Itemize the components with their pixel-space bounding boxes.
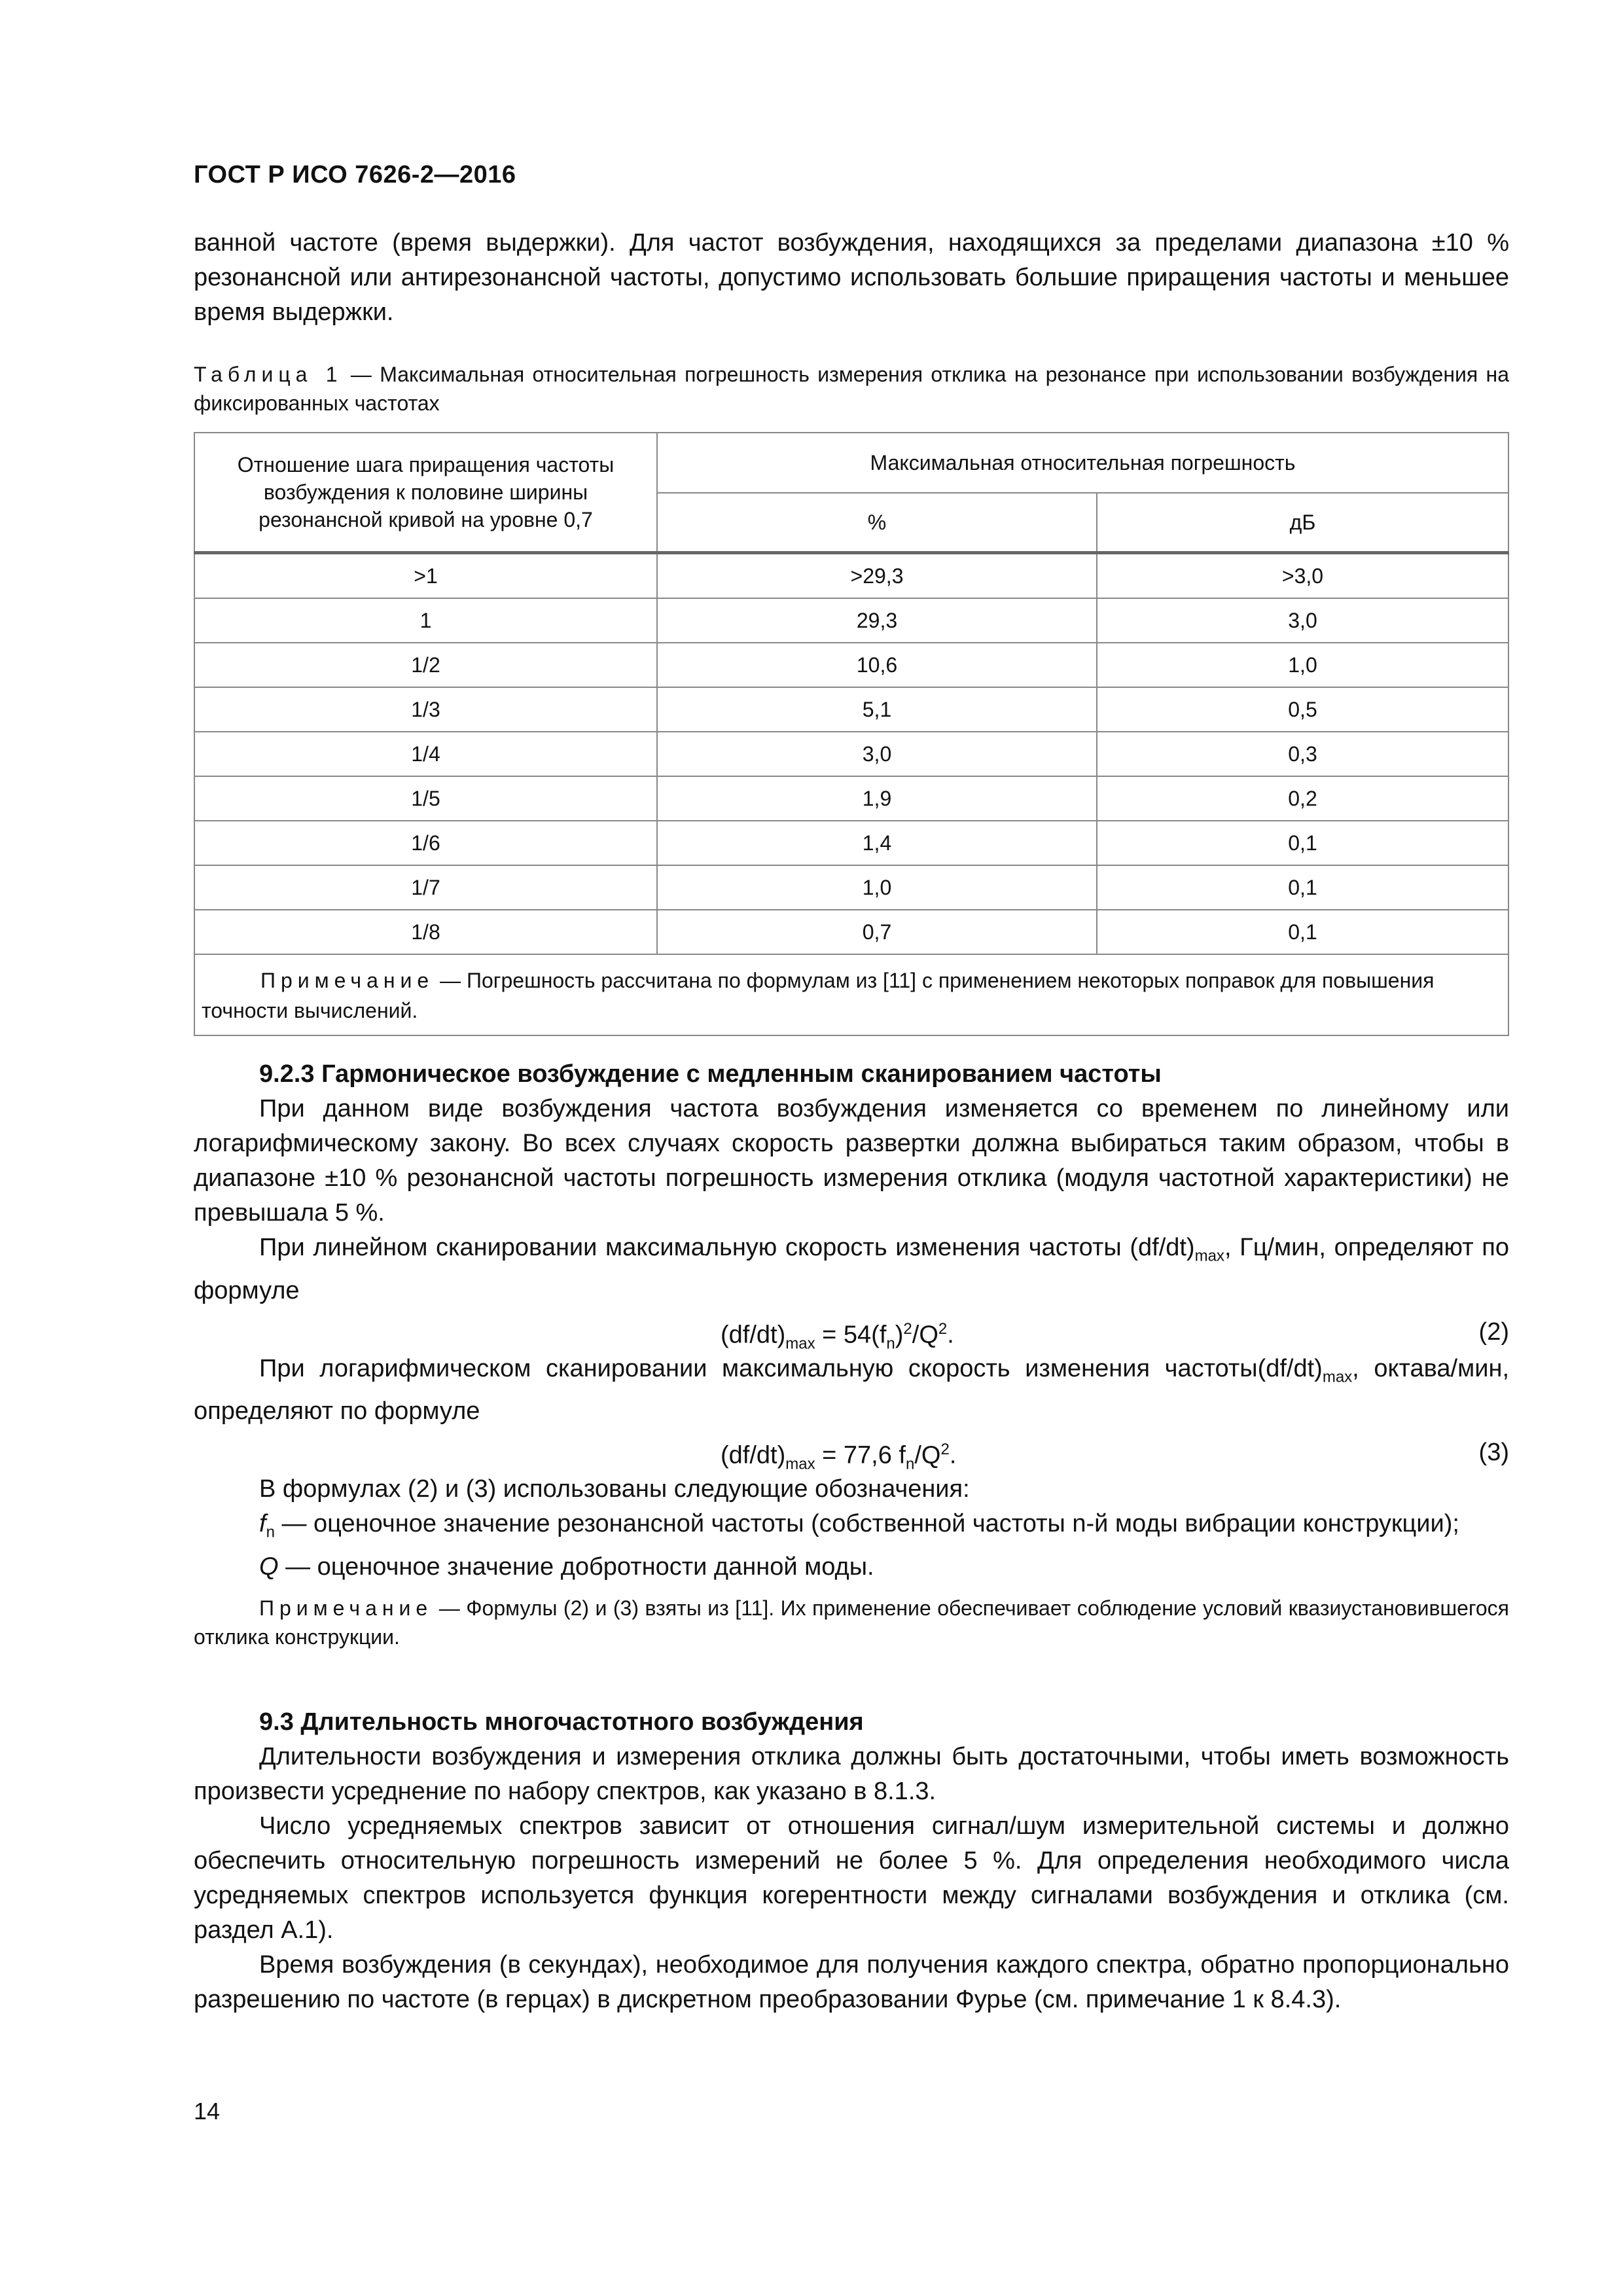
table-cell: 1,9: [657, 776, 1097, 821]
table-col2-header: %: [657, 493, 1097, 553]
table-cell: 1/6: [194, 821, 657, 865]
text: При логарифмическом сканировании максимальную скорость изменения частоты(df/dt): [259, 1354, 1323, 1382]
table-row: [194, 865, 1508, 910]
text: ): [895, 1321, 904, 1349]
table-row: [194, 643, 1508, 687]
formula-3-expression: [721, 1432, 956, 1481]
table-row: [194, 776, 1508, 821]
paragraph: Длительности возбуждения и измерения отклика должны быть достаточными, чтобы иметь возможность произвести усреднение по набору спектров, как указано в 8.1.3.: [194, 1743, 1509, 1805]
subscript: max: [785, 1455, 815, 1473]
table-cell: 3,0: [657, 732, 1097, 776]
paragraph: При данном виде возбуждения частота возбуждения изменяется со временем по линейному или логарифмическому закону. Во всех случаях скорость развертки должна выбираться таким образом, чтобы в диапазоне ±10 % резонансной частоты погрешность измерения отклика (модуля частотной характеристики) не превышала 5 %.: [194, 1095, 1509, 1227]
table-cell: 1: [194, 598, 657, 643]
table-cell: 10,6: [657, 643, 1097, 687]
table-row: [194, 821, 1508, 865]
table-row: [194, 732, 1508, 776]
symbol: Q: [259, 1552, 279, 1581]
note-text: — Формулы (2) и (3) взяты из [11]. Их применение обеспечивает соблюдение условий квазиустановившегося отклика конструкции.: [194, 1596, 1509, 1649]
subscript: n: [266, 1523, 275, 1541]
text: (df/dt): [721, 1321, 786, 1349]
table-note-label: Примечание: [260, 969, 435, 992]
text: — оценочное значение резонансной частоты (собственной частоты n-й моды вибрации конструкции);: [274, 1510, 1459, 1538]
table-caption-text: — Максимальная относительная погрешность измерения отклика на резонансе при использовании возбуждения на фиксированных частотах: [194, 363, 1510, 415]
table-note-text: — Погрешность рассчитана по формулам из [11] с применением некоторых поправок для повышения точности вычислений.: [202, 969, 1435, 1022]
table-body: [194, 553, 1508, 955]
superscript: 2: [938, 1319, 948, 1338]
table-note: [194, 954, 1508, 1035]
intro-paragraph: ванной частоте (время выдержки). Для частот возбуждения, находящихся за пределами диапазона ±10 % резонансной или антирезонансной частоты, допустимо использовать большие приращения частоты и меньшее время выдержки.: [194, 229, 1509, 326]
text: = 77,6 f: [815, 1441, 906, 1469]
table-cell: 1/7: [194, 865, 657, 910]
table-cell: 0,1: [1097, 821, 1508, 865]
table-cell: 0,2: [1097, 776, 1508, 821]
formula-3-number: (3): [1478, 1439, 1509, 1467]
subscript: max: [785, 1334, 815, 1352]
section-9-3: [194, 1705, 1509, 2017]
text: /Q: [914, 1441, 941, 1469]
table-col1-header: Отношение шага приращения частоты возбуждения к половине ширины резонансной кривой на уровне 0,7: [194, 433, 657, 553]
text: При линейном сканировании максимальную скорость изменения частоты (df/dt): [259, 1234, 1195, 1261]
table-cell: 29,3: [657, 598, 1097, 643]
table-caption: [194, 360, 1509, 418]
table-cell: 1/2: [194, 643, 657, 687]
section-9-2-3: [194, 1057, 1509, 1659]
subscript: n: [905, 1455, 915, 1473]
paragraph: Время возбуждения (в секундах), необходимое для получения каждого спектра, обратно пропорционально разрешению по частоте (в герцах) в дискретном преобразовании Фурье (см. примечание 1 к 8.4.3).: [194, 1951, 1509, 2013]
table-cell: 1/8: [194, 910, 657, 954]
table-cell: 0,7: [657, 910, 1097, 954]
table-row: [194, 598, 1508, 643]
table-row: [194, 553, 1508, 599]
text: .: [947, 1321, 954, 1349]
document-header: ГОСТ Р ИСО 7626-2—2016: [194, 161, 516, 188]
note-label: Примечание: [259, 1596, 433, 1620]
table-cell: 0,1: [1097, 910, 1508, 954]
table-caption-label: Таблица 1: [194, 363, 343, 386]
table-cell: 1,0: [657, 865, 1097, 910]
definition-q: [194, 1550, 1509, 1585]
table-cell: 3,0: [1097, 598, 1508, 643]
superscript: 2: [903, 1319, 912, 1338]
table-cell: 5,1: [657, 687, 1097, 732]
table-cell: 1,0: [1097, 643, 1508, 687]
text: , Гц/мин, определяют по формуле: [194, 1234, 1509, 1304]
table-cell: 0,3: [1097, 732, 1508, 776]
table-cell: 0,1: [1097, 865, 1508, 910]
definition-fn: [194, 1507, 1509, 1550]
subscript: n: [886, 1334, 895, 1352]
paragraph: Число усредняемых спектров зависит от отношения сигнал/шум измерительной системы и должно обеспечить относительную погрешность измерений не более 5 %. Для определения необходимого числа усредняемых спектров используется функция когерентности между сигналами возбуждения и отклика (см. раздел А.1).: [194, 1812, 1509, 1944]
table-cell: 1/5: [194, 776, 657, 821]
table-group-header: Максимальная относительная погрешность: [657, 433, 1508, 493]
text: /Q: [912, 1321, 938, 1349]
table-cell: 0,5: [1097, 687, 1508, 732]
formula-2-expression: [721, 1312, 954, 1361]
text: .: [949, 1441, 957, 1469]
section-heading-9-2-3: 9.2.3 Гармоническое возбуждение с медленным сканированием частоты: [259, 1060, 1162, 1088]
formula-2-number: (2): [1478, 1318, 1509, 1346]
table-cell: >3,0: [1097, 553, 1508, 599]
symbol: f: [259, 1510, 266, 1538]
table-row: [194, 687, 1508, 732]
table-cell: 1/4: [194, 732, 657, 776]
paragraph: [194, 1352, 1509, 1429]
section-note: [194, 1594, 1509, 1651]
subscript: max: [1194, 1247, 1224, 1265]
table-cell: >1: [194, 553, 657, 599]
table-cell: 1,4: [657, 821, 1097, 865]
text: = 54(f: [815, 1321, 887, 1349]
subscript: max: [1322, 1368, 1353, 1386]
text: — оценочное значение добротности данной моды.: [278, 1552, 874, 1581]
paragraph: В формулах (2) и (3) использованы следующие обозначения:: [259, 1475, 970, 1503]
table-col3-header: дБ: [1097, 493, 1508, 553]
table-cell: 1/3: [194, 687, 657, 732]
paragraph: [194, 1230, 1509, 1308]
table-row: [194, 910, 1508, 954]
page-number: 14: [194, 2098, 221, 2125]
section-heading-9-3: 9.3 Длительность многочастотного возбуждения: [259, 1708, 864, 1736]
formula-2: [194, 1308, 1509, 1352]
text: (df/dt): [721, 1441, 786, 1469]
superscript: 2: [940, 1441, 950, 1459]
error-table: [194, 432, 1509, 1036]
text: , октава/мин, определяют по формуле: [194, 1354, 1509, 1426]
formula-3: [194, 1429, 1509, 1472]
table-cell: >29,3: [657, 553, 1097, 599]
